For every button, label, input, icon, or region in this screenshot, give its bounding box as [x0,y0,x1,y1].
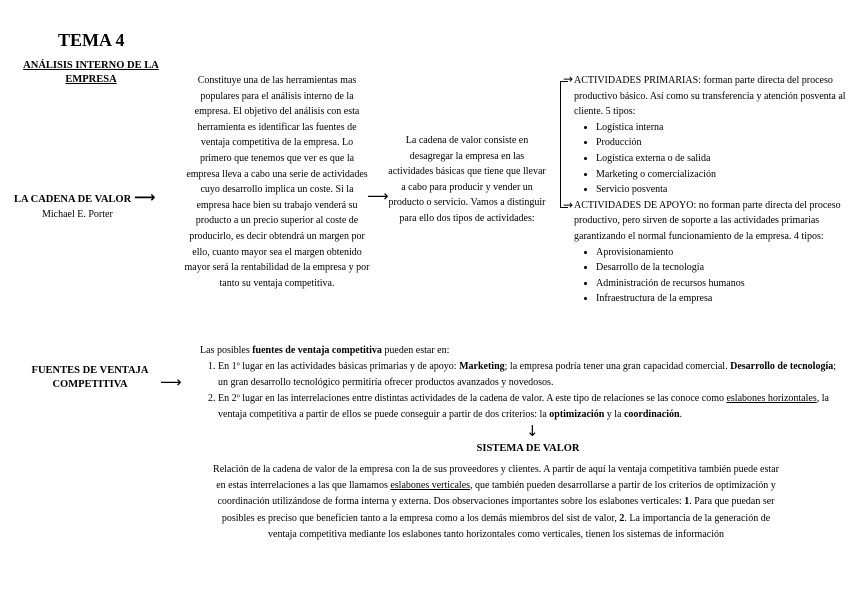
cadena-consiste: La cadena de valor consiste en desagregar la empresa en las actividades básicas que tiene que llevar a cabo para producir y vender un producto o servicio. Vamos a distinguir para ello dos tipos de actividades: [388,135,546,224]
sistema-title: SISTEMA DE VALOR [476,443,580,454]
bold-run: 2 [619,512,625,524]
primarias-list [574,120,846,198]
text-run: . Para que puedan ser posibles es preciso que beneficien tanto a la empresa como a los demás miembros del sist de valor, [221,496,775,524]
bold-run: optimización [549,409,605,420]
underline-run: eslabones horizontales [726,393,817,404]
bold-run: Desarrollo de tecnología [730,361,834,372]
primarias-text: ACTIVIDADES PRIMARIAS: forman parte directa del proceso productivo básico. Así como su transferencia y atención posventa al cliente. 5 tipos: [574,75,846,118]
cadena-label-text: LA CADENA DE VALOR [14,194,132,205]
list-item: • Logística interna [596,120,846,136]
sistema-text [210,462,782,543]
activities-panel [574,73,846,307]
text-run: pueden estar en: [381,345,450,356]
bold-run: Marketing [459,361,505,372]
text-run: . La importancia de la generación de ventaja competitiva mediante los eslabones tanto horizontales como verticales, tienen los sistemas de información [268,512,771,540]
text-run: En 2º lugar en las interrelaciones entre distintas actividades de la cadena de valor. A este tipo de relaciones se las conoce como [218,393,727,404]
arrow-right-icon: ⟶ [367,187,389,205]
list-item [218,391,840,423]
arrow-right-icon: ⟶ [133,188,156,206]
bracket-connector [560,81,568,208]
list-item: • Administración de recursos humanos [596,276,846,292]
text-run: Las posibles [200,345,253,356]
bold-run: fuentes de ventaja competitiva [252,345,382,356]
list-item: • Producción [596,135,846,151]
text-run: ; un gran desarrollo tecnológico permitiría ofrecer productos avanzados y novedosos. [218,361,837,388]
text-run: En 1º lugar en las actividades básicas primarias y de apoyo: [218,361,460,372]
text-run: , que también pueden desarrollarse a partir de los criterios de optimización y coordinación utilizándose de forma interna y externa. Dos observaciones importantes sobre los eslabones verticales: [217,480,776,508]
apoyo-text: ACTIVIDADES DE APOYO: no forman parte directa del proceso productivo, pero sirven de soporte a las actividades primarias garantizando el normal funcionamiento de la empresa. 4 tipos: [574,199,841,242]
bold-run: 1 [684,496,690,508]
text-run: Relación de la cadena de valor de la empresa con la de sus proveedores y clientes. A partir de aquí la ventaja competitiva también puede estar en estas interrelaciones a las que llamamos [213,464,779,492]
page-subtitle: ANÁLISIS INTERNO DE LA EMPRESA [23,60,159,85]
list-item: • Aprovisionamiento [596,245,846,261]
cadena-definition: Constituye una de las herramientas mas populares para el análisis interno de la empresa. El objetivo del análisis con esta herramienta es identificar las fuentes de ventaja competitiva de la empresa. Lo primero que tenemos que ver es que la empresa lleva a cabo una serie de actividades cuyo desarrollo implica un coste. Si la empresa hace bien su trabajo venderá su producto a un precio superior al coste de producirlo, es decir obtendrá un margen por ello, cuanto mayor sea el margen obtenido mayor será la rentabilidad de la empresa y por tanto su ventaja competitiva. [184,75,370,289]
fuentes-content [200,343,840,423]
bold-run: coordinación [623,409,680,420]
list-item: • Desarrollo de la tecnología [596,260,846,276]
text-run: . [679,409,683,420]
arrow-right-icon: → [563,72,574,86]
arrow-down-icon: ↓ [526,422,539,440]
cadena-label [14,190,155,205]
text-run: ; la empresa podría tener una gran capacidad comercial. [504,361,731,372]
underline-run: eslabones verticales [390,480,471,492]
arrow-right-icon: → [563,198,574,212]
fuentes-list [200,359,840,423]
fuentes-intro [200,343,840,359]
arrow-right-icon: ⟶ [160,373,182,391]
list-item: • Servicio posventa [596,182,846,198]
text-run: , la ventaja competitiva a partir de ellos se puede conseguir a partir de dos criterios: la [218,393,829,420]
page-title: TEMA 4 [58,30,125,50]
list-item: • Infraestructura de la empresa [596,291,846,307]
list-item: • Marketing o comercialización [596,167,846,183]
text-run: y la [604,409,624,420]
list-item: • Logística externa o de salida [596,151,846,167]
cadena-author: Michael E. Porter [42,209,113,220]
fuentes-label: FUENTES DE VENTAJA COMPETITIVA [31,365,149,390]
list-item [218,359,840,391]
apoyo-list [574,245,846,307]
